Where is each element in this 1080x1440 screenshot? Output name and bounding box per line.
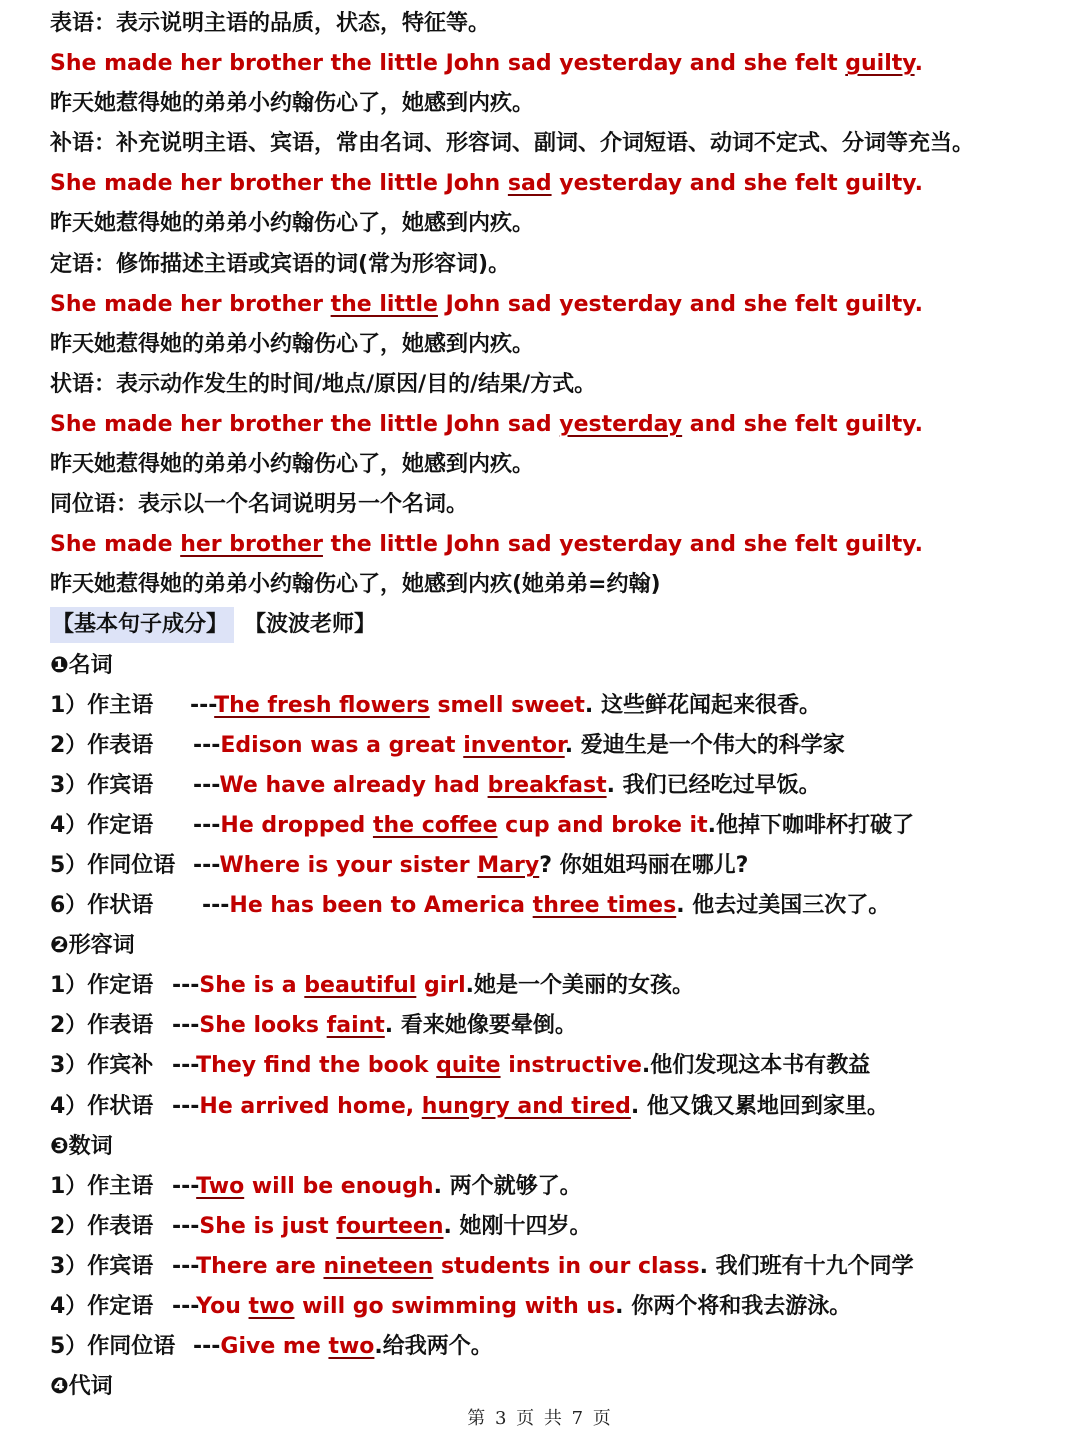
text-line	[50, 405, 1060, 445]
example-label: 1）作主语	[50, 1173, 154, 1199]
text-line	[50, 525, 1060, 565]
example-sentence-segment: There are	[196, 1253, 324, 1279]
example-sentence-segment: instructive	[500, 1053, 642, 1079]
section-tag: 【波波老师】	[244, 612, 377, 638]
example-sentence-segment: She made her brother	[50, 291, 331, 317]
example-sentence-segment: girl	[416, 973, 466, 999]
example-sentence-segment: and she felt guilty.	[682, 411, 923, 437]
example-label: 6）作状语	[50, 893, 154, 919]
text-segment: ---	[172, 973, 200, 999]
underlined-segment: three times	[532, 893, 677, 919]
example-label: 5）作同位语	[50, 852, 176, 878]
underlined-segment: Mary	[477, 852, 540, 878]
example-sentence-segment: They find the book	[196, 1053, 437, 1079]
text-segment: ---	[172, 1053, 197, 1079]
example-sentence-segment: She is a	[199, 973, 305, 999]
text-segment: . 她刚十四岁。	[443, 1213, 592, 1239]
underlined-segment: inventor	[463, 732, 565, 758]
text-segment: . 爱迪生是一个伟大的科学家	[564, 732, 845, 758]
example-sentence-segment: We have already had	[219, 772, 488, 798]
text-segment: ---	[172, 1013, 200, 1039]
text-segment: ❶名词	[50, 652, 113, 678]
example-line	[50, 806, 1060, 846]
text-line	[50, 245, 1060, 285]
text-segment: . 他去过美国三次了。	[676, 893, 891, 919]
text-segment: ---	[172, 1173, 197, 1199]
example-line	[50, 726, 1060, 766]
example-label: 5）作同位语	[50, 1334, 176, 1360]
text-segment: 昨天她惹得她的弟弟小约翰伤心了，她感到内疚。	[50, 452, 535, 478]
text-segment: 表语：表示说明主语的品质，状态，特征等。	[50, 11, 491, 36]
example-sentence-segment: He dropped	[220, 812, 373, 838]
example-line	[50, 686, 1060, 726]
underlined-segment: The fresh flowers	[214, 692, 430, 718]
text-segment: .他掉下咖啡杯打破了	[707, 812, 914, 838]
example-sentence-segment: She looks	[199, 1013, 327, 1039]
text-line	[50, 445, 1060, 485]
text-line	[50, 1127, 1060, 1167]
example-line	[50, 1207, 1060, 1247]
example-sentence-segment: yesterday and she felt guilty.	[551, 171, 923, 197]
text-segment: ---	[193, 812, 221, 838]
underlined-segment: guilty	[845, 51, 915, 77]
example-sentence-segment: She made her brother the little John sad yesterday and she felt	[50, 51, 846, 77]
text-line	[50, 646, 1060, 686]
example-label: 2）作表语	[50, 1213, 154, 1239]
text-segment: ❷形容词	[50, 933, 135, 959]
text-line	[50, 565, 1060, 605]
example-label: 1）作主语	[50, 692, 154, 718]
text-segment: . 你两个将和我去游泳。	[615, 1294, 852, 1319]
example-sentence-segment: John sad yesterday and she felt guilty.	[437, 291, 923, 317]
text-line	[50, 124, 1060, 164]
example-label: 4）作状语	[50, 1093, 154, 1119]
example-line	[50, 1167, 1060, 1207]
text-segment: . 这些鲜花闻起来很香。	[584, 692, 821, 718]
text-segment: 昨天她惹得她的弟弟小约翰伤心了，她感到内疚。	[50, 91, 535, 117]
text-segment: . 我们已经吃过早饭。	[606, 772, 821, 798]
example-line	[50, 1087, 1060, 1127]
text-segment: ---	[193, 732, 221, 758]
example-sentence-segment: smell sweet	[429, 692, 585, 718]
example-sentence-segment: Where is your sister	[219, 852, 478, 878]
example-line	[50, 1006, 1060, 1046]
text-line	[50, 84, 1060, 124]
text-segment: ❸数词	[50, 1133, 113, 1159]
underlined-segment: her brother	[180, 532, 323, 558]
underlined-segment: the little	[330, 291, 438, 317]
example-sentence-segment: She made her brother the little John	[50, 171, 508, 197]
example-line	[50, 1046, 1060, 1086]
text-segment: . 他又饿又累地回到家里。	[630, 1093, 889, 1119]
example-sentence-segment: Edison was a great	[220, 732, 464, 758]
text-line	[50, 1367, 1060, 1407]
example-line	[50, 966, 1060, 1006]
example-sentence-segment: She is just	[199, 1213, 337, 1239]
underlined-segment: the coffee	[372, 812, 498, 838]
example-line	[50, 766, 1060, 806]
example-sentence-segment: He has been to America	[229, 893, 533, 919]
text-segment: ? 你姐姐玛丽在哪儿?	[539, 852, 749, 878]
example-line	[50, 1287, 1060, 1327]
example-line	[50, 1327, 1060, 1367]
text-segment: ---	[193, 852, 220, 878]
text-segment: 同位语：表示以一个名词说明另一个名词。	[50, 492, 469, 518]
example-sentence-segment: will be enough	[244, 1173, 434, 1199]
example-sentence-segment: cup and broke it	[497, 812, 708, 838]
example-sentence-segment: .	[914, 51, 923, 77]
text-segment: ---	[193, 1334, 221, 1360]
example-sentence-segment: Give me	[220, 1334, 329, 1360]
text-segment: .他们发现这本书有教益	[641, 1053, 871, 1079]
text-line	[50, 164, 1060, 204]
example-sentence-segment: She made	[50, 532, 181, 558]
text-line	[50, 44, 1060, 84]
underlined-segment: quite	[436, 1053, 501, 1079]
text-segment: ---	[193, 772, 220, 798]
text-segment: . 我们班有十九个同学	[699, 1253, 914, 1279]
text-segment: 补语：补充说明主语、宾语，常由名词、形容词、副词、介词短语、动词不定式、分词等充当。	[50, 131, 975, 157]
text-line	[50, 285, 1060, 325]
underlined-segment: Two	[196, 1173, 245, 1199]
text-segment: ---	[202, 893, 230, 919]
underlined-segment: two	[328, 1334, 375, 1360]
example-label: 3）作宾补	[50, 1053, 154, 1079]
example-label: 2）作表语	[50, 1013, 154, 1039]
text-segment: . 两个就够了。	[433, 1173, 582, 1199]
example-label: 4）作定语	[50, 1294, 154, 1319]
text-segment: ---	[172, 1253, 197, 1279]
document-page	[50, 4, 1060, 1407]
section-tag-highlighted: 【基本句子成分】	[50, 607, 234, 643]
text-segment: .给我两个。	[374, 1334, 493, 1360]
example-line	[50, 1247, 1060, 1287]
underlined-segment: two	[248, 1294, 295, 1319]
text-segment: 昨天她惹得她的弟弟小约翰伤心了，她感到内疚。	[50, 211, 535, 237]
underlined-segment: fourteen	[336, 1213, 444, 1239]
text-segment: 定语：修饰描述主语或宾语的词(常为形容词)。	[50, 251, 511, 277]
text-segment: 状语：表示动作发生的时间/地点/原因/目的/结果/方式。	[50, 371, 597, 397]
example-line	[50, 846, 1060, 886]
text-segment: 昨天她惹得她的弟弟小约翰伤心了，她感到内疚。	[50, 331, 535, 357]
example-line	[50, 886, 1060, 926]
text-line	[50, 485, 1060, 525]
text-segment: ---	[172, 1213, 200, 1239]
example-sentence-segment: You	[196, 1294, 249, 1319]
underlined-segment: sad	[507, 171, 552, 197]
text-line	[50, 926, 1060, 966]
example-label: 2）作表语	[50, 732, 154, 758]
text-segment: ---	[190, 692, 215, 718]
example-sentence-segment: the little John sad yesterday and she felt guilty.	[322, 532, 923, 558]
underlined-segment: breakfast	[487, 772, 607, 798]
underlined-segment: hungry and tired	[421, 1093, 631, 1119]
text-line	[50, 365, 1060, 405]
text-segment: ---	[172, 1294, 197, 1319]
text-segment: 昨天她惹得她的弟弟小约翰伤心了，她感到内疚(她弟弟=约翰)	[50, 572, 661, 598]
example-sentence-segment: She made her brother the little John sad	[50, 411, 560, 437]
text-line	[50, 204, 1060, 244]
underlined-segment: nineteen	[323, 1253, 434, 1279]
example-label: 3）作宾语	[50, 1253, 154, 1279]
section-heading	[50, 605, 1060, 645]
text-line	[50, 325, 1060, 365]
example-label: 1）作定语	[50, 973, 154, 999]
text-segment: . 看来她像要晕倒。	[384, 1013, 577, 1039]
text-segment: ❹代词	[50, 1374, 113, 1400]
underlined-segment: faint	[326, 1013, 385, 1039]
page-footer: 第 3 页 共 7 页	[467, 1408, 613, 1429]
example-sentence-segment: students in our class	[433, 1253, 700, 1279]
example-sentence-segment: will go swimming with us	[294, 1294, 616, 1319]
underlined-segment: beautiful	[304, 973, 417, 999]
example-label: 3）作宾语	[50, 772, 154, 798]
underlined-segment: yesterday	[559, 411, 683, 437]
text-segment: .她是一个美丽的女孩。	[465, 973, 695, 999]
example-label: 4）作定语	[50, 812, 154, 838]
text-line	[50, 4, 1060, 44]
text-segment: ---	[172, 1093, 200, 1119]
example-sentence-segment: He arrived home,	[199, 1093, 422, 1119]
